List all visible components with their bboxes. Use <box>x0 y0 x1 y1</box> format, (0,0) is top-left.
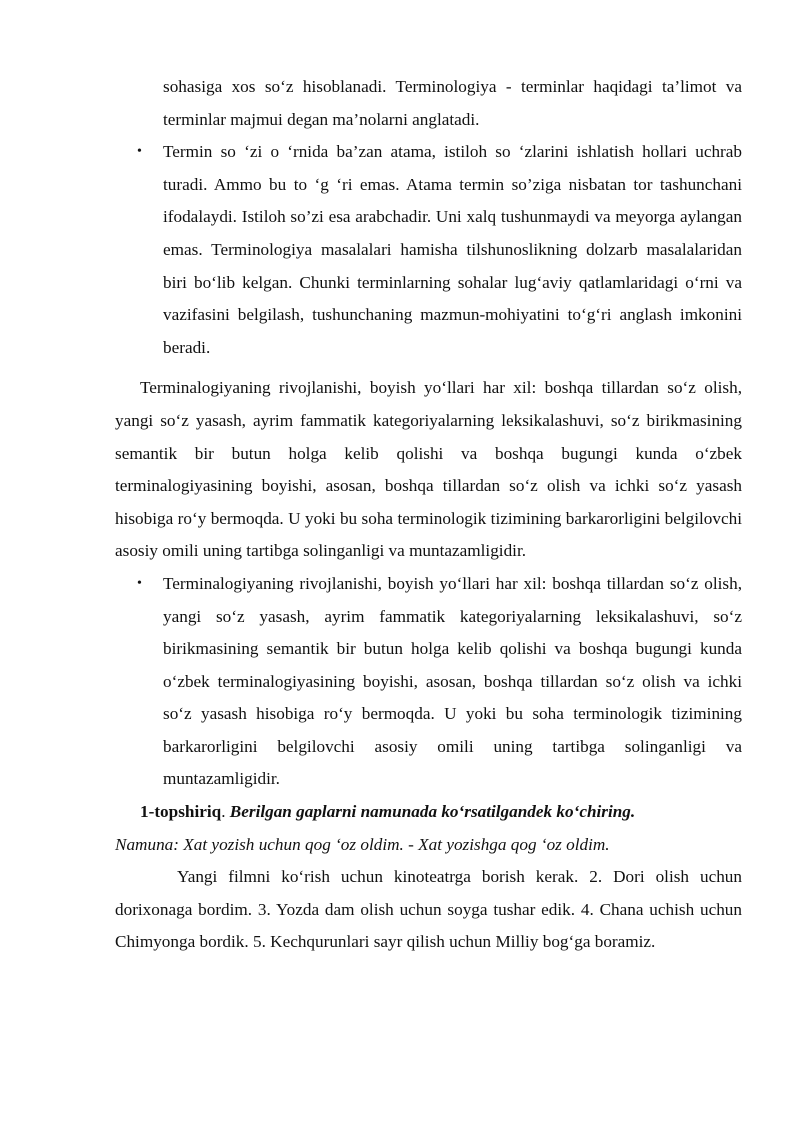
paragraph-1: Terminalogiyaning rivojlanishi, boyish yo‘llari har xil: boshqa tillardan so‘z olish, yangi so‘z yasash, ayrim fammatik kategoriyalarning leksikalashuvi, so‘z birikmasining semantik bir butun holga kelib qolishi va boshqa bugungi kunda o‘zbek terminalogiyasining boyishi, asosan, boshqa tillardan so‘z olish va ichki so‘z yasash hisobiga ro‘y bermoqda. U yoki bu soha terminologik tizimining barkarorligini belgilovchi asosiy omili uning tartibga solinganligi va muntazamligidir. <box>115 378 742 561</box>
bullet-item-2-text: Terminalogiyaning rivojlanishi, boyish yo‘llari har xil: boshqa tillardan so‘z olish, yangi so‘z yasash, ayrim fammatik kategoriyalarning leksikalashuvi, so‘z birikmasining semantik bir butun holga kelib qolishi va boshqa bugungi kunda o‘zbek terminalogiyasining boyishi, asosan, boshqa tillardan so‘z olish va ichki so‘z yasash hisobiga ro‘y bermoqda. U yoki bu soha terminologik tizimining barkarorligini belgilovchi asosiy omili uning tartibga solinganligi va muntazamligidir. <box>163 573 742 789</box>
task-title: Berilgan gaplarni namunada ko‘rsatilgandek ko‘chiring. <box>229 802 636 822</box>
task-number: 1-topshiriq <box>140 802 222 822</box>
example-line: Namuna: Xat yozish uchun qog ‘oz oldim. - Xat yozishga qog ‘oz oldim. <box>115 834 610 854</box>
task-separator: . <box>221 802 230 822</box>
bullet-icon: • <box>137 575 142 591</box>
exercise-text: Yangi filmni ko‘rish uchun kinoteatrga borish kerak. 2. Dori olish uchun dorixonaga bordim. 3. Yozda dam olish uchun soyga tushar edik. 4. Chana uchish uchun Chimyonga bordik. 5. Kechqurunlari sayr qilish uchun Milliy bog‘ga boramiz. <box>115 867 742 952</box>
bullet-continuation-text: sohasiga xos so‘z hisoblanadi. Terminologiya - terminlar haqidagi ta’limot va terminlar majmui degan ma’nolarni anglatadi. <box>163 77 742 129</box>
task-heading <box>115 796 742 829</box>
bullet-icon: • <box>137 144 142 160</box>
bullet-item-1 <box>115 136 742 364</box>
bullet-item-1-text: Termin so ‘zi o ‘rnida ba’zan atama, istiloh so ‘zlarini ishlatish hollari uchrab turadi. Ammo bu to ‘g ‘ri emas. Atama termin so’ziga nisbatan tor tashunchani ifodalaydi. Istiloh so’zi esa arabchadir. Uni xalq tushunmaydi va meyorga aylangan emas. Terminologiya masalalari hamisha tilshunoslikning dolzarb masalalaridan biri bo‘lib kelgan. Chunki terminlarning sohalar lug‘aviy qatlamlaridagi o‘rni va vazifasini belgilash, tushunchaning mazmun-mohiyatini to‘g‘ri anglash imkonini beradi. <box>163 142 742 357</box>
bullet-continuation <box>115 71 742 136</box>
document-page <box>115 71 742 959</box>
bullet-item-2 <box>115 568 742 796</box>
